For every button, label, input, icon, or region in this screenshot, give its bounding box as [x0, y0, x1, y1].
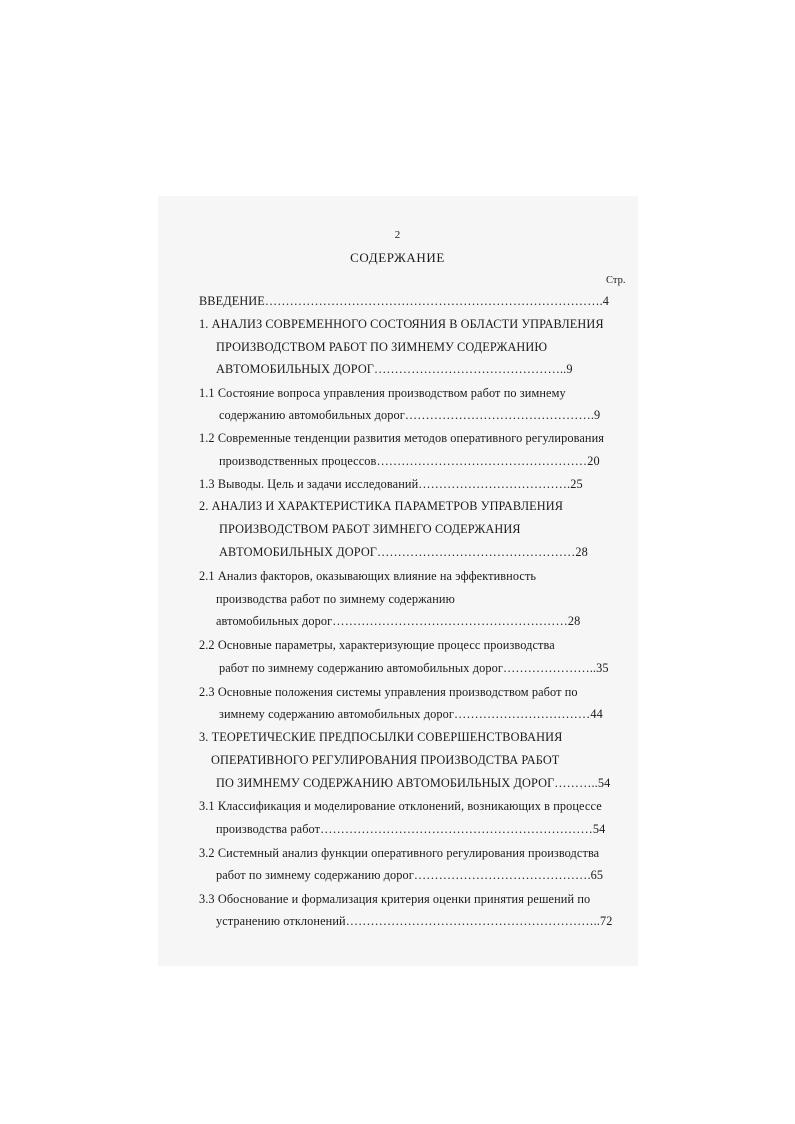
toc-chapter-2-line-2: ПРОИЗВОДСТВОМ РАБОТ ЗИМНЕГО СОДЕРЖАНИЯ — [219, 522, 521, 536]
toc-chapter-2-line-3: АВТОМОБИЛЬНЫХ ДОРОГ…………………………………………28 — [219, 545, 588, 559]
toc-section-2-1-line-1: 2.1 Анализ факторов, оказывающих влияние на эффективность — [199, 569, 537, 583]
toc-section-2-1-line-2: производства работ по зимнему содержанию — [216, 592, 455, 606]
toc-chapter-2-line-1: 2. АНАЛИЗ И ХАРАКТЕРИСТИКА ПАРАМЕТРОВ УПРАВЛЕНИЯ — [199, 499, 564, 513]
toc-section-2-3-line-2: зимнему содержанию автомобильных дорог……………………………44 — [219, 707, 603, 721]
toc-section-1-1-line-1: 1.1 Состояние вопроса управления производством работ по зимнему — [199, 386, 566, 400]
toc-section-1-1-line-2: содержанию автомобильных дорог……………………………………….9 — [219, 408, 601, 422]
toc-chapter-1-line-2: ПРОИЗВОДСТВОМ РАБОТ ПО ЗИМНЕМУ СОДЕРЖАНИЮ — [216, 340, 548, 354]
toc-section-1-3: 1.3 Выводы. Цель и задачи исследований……………………………….25 — [199, 477, 583, 491]
toc-section-3-1-line-1: 3.1 Классификация и моделирование отклонений, возникающих в процессе — [199, 799, 602, 813]
toc-section-3-3-line-2: устранению отклонений……………………………………………………..72 — [216, 914, 613, 928]
page-column-label: Стр. — [606, 275, 626, 286]
toc-section-1-2-line-1: 1.2 Современные тенденции развития методов оперативного регулирования — [199, 431, 605, 445]
toc-section-2-1-line-3: автомобильных дорог…………………………………………………28 — [216, 614, 581, 628]
toc-chapter-1-line-3: АВТОМОБИЛЬНЫХ ДОРОГ………………………………………..9 — [216, 362, 573, 376]
page-title: СОДЕРЖАНИЕ — [350, 250, 445, 265]
toc-section-2-3-line-1: 2.3 Основные положения системы управления производством работ по — [199, 685, 578, 699]
toc-chapter-3-line-3: ПО ЗИМНЕМУ СОДЕРЖАНИЮ АВТОМОБИЛЬНЫХ ДОРОГ………..54 — [216, 776, 611, 790]
toc-chapter-1-line-1: 1. АНАЛИЗ СОВРЕМЕННОГО СОСТОЯНИЯ В ОБЛАСТИ УПРАВЛЕНИЯ — [199, 317, 604, 331]
toc-section-2-2-line-1: 2.2 Основные параметры, характеризующие процесс производства — [199, 638, 555, 652]
toc-chapter-3-line-1: 3. ТЕОРЕТИЧЕСКИЕ ПРЕДПОСЫЛКИ СОВЕРШЕНСТВОВАНИЯ — [199, 730, 563, 744]
toc-entry-intro: ВВЕДЕНИЕ……………………………………………………………………….4 — [199, 294, 610, 308]
toc-section-1-2-line-2: производственных процессов……………………………………………20 — [219, 454, 600, 468]
toc-section-2-2-line-2: работ по зимнему содержанию автомобильных дорог…………………..35 — [219, 661, 609, 675]
toc-chapter-3-line-2: ОПЕРАТИВНОГО РЕГУЛИРОВАНИЯ ПРОИЗВОДСТВА РАБОТ — [211, 753, 560, 767]
page-number: 2 — [394, 229, 401, 241]
toc-section-3-2-line-1: 3.2 Системный анализ функции оперативного регулирования производства — [199, 846, 600, 860]
toc-section-3-3-line-1: 3.3 Обоснование и формализация критерия оценки принятия решений по — [199, 892, 591, 906]
toc-section-3-1-line-2: производства работ…………………………………………………………54 — [216, 822, 606, 836]
toc-section-3-2-line-2: работ по зимнему содержанию дорог…………………………………….65 — [216, 868, 604, 882]
